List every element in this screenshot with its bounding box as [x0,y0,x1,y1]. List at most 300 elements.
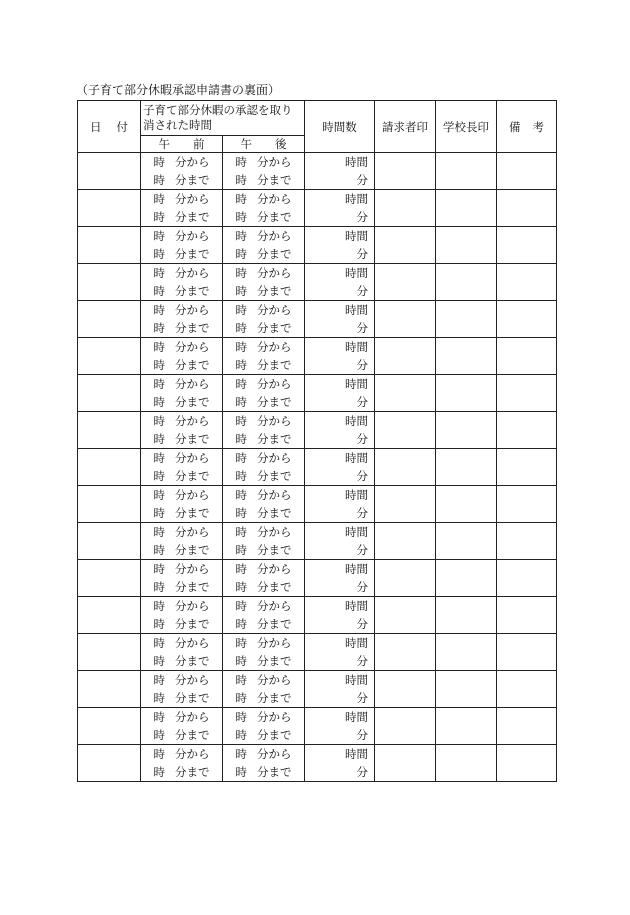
hours-line [305,634,368,652]
time-from-line [141,671,222,689]
hour-unit: 時 [153,506,165,520]
table-row [78,264,557,301]
time-from-line [141,560,222,578]
time-until-line [141,356,222,374]
pm-time-cell[interactable] [223,745,305,782]
remarks-cell[interactable] [497,338,557,375]
date-cell[interactable] [78,708,141,745]
hour-unit: 時 [153,303,165,317]
minutes-line [305,504,368,522]
am-time-cell[interactable] [141,227,223,264]
time-until-line [141,393,222,411]
table-row [78,745,557,782]
hour-unit: 時 [153,284,165,298]
header-am-label: 午 前 [158,137,205,151]
minutes-line [305,541,368,559]
date-cell[interactable] [78,449,141,486]
hour-unit: 時 [153,266,165,280]
time-from-line [223,634,304,652]
time-until-line [223,504,304,522]
time-from-line [223,412,304,430]
table-row [78,671,557,708]
applicant-seal-cell[interactable] [375,375,436,412]
time-until-line [141,541,222,559]
remarks-cell[interactable] [497,560,557,597]
remarks-cell[interactable] [497,190,557,227]
pm-time-cell[interactable] [223,338,305,375]
minute-unit: 分まで [175,284,210,298]
minute-unit: 分まで [257,765,292,779]
time-from-line [141,375,222,393]
pm-time-cell[interactable] [223,264,305,301]
principal-seal-cell[interactable] [436,634,497,671]
time-until-line [141,689,222,707]
time-until-line [141,504,222,522]
pm-time-cell[interactable] [223,671,305,708]
minute-unit: 分から [257,414,292,428]
minute-unit: 分まで [257,247,292,261]
minute-unit: 分まで [257,210,292,224]
time-from-line [223,597,304,615]
hours-unit: 時間 [345,303,368,317]
am-time-cell[interactable] [141,153,223,190]
minutes-unit: 分 [356,765,368,779]
date-cell[interactable] [78,745,141,782]
hour-unit: 時 [235,488,247,502]
hour-unit: 時 [153,543,165,557]
am-time-cell[interactable] [141,523,223,560]
principal-seal-cell[interactable] [436,486,497,523]
principal-seal-cell[interactable] [436,227,497,264]
date-cell[interactable] [78,338,141,375]
hour-unit: 時 [153,173,165,187]
minute-unit: 分から [175,414,210,428]
applicant-seal-cell[interactable] [375,227,436,264]
time-until-line [223,319,304,337]
time-from-line [223,190,304,208]
time-from-line [141,153,222,171]
hours-unit: 時間 [345,747,368,761]
remarks-cell[interactable] [497,486,557,523]
applicant-seal-cell[interactable] [375,708,436,745]
pm-time-cell[interactable] [223,449,305,486]
applicant-seal-cell[interactable] [375,301,436,338]
hours-cell[interactable] [305,708,375,745]
date-cell[interactable] [78,597,141,634]
date-cell[interactable] [78,560,141,597]
hours-unit: 時間 [345,340,368,354]
am-time-cell[interactable] [141,190,223,227]
principal-seal-cell[interactable] [436,449,497,486]
pm-time-cell[interactable] [223,597,305,634]
time-from-line [223,560,304,578]
date-cell[interactable] [78,375,141,412]
hours-cell[interactable] [305,523,375,560]
minute-unit: 分から [175,192,210,206]
pm-time-cell[interactable] [223,412,305,449]
time-until-line [223,652,304,670]
header-hours: 時間数 [305,101,375,153]
time-until-line [141,282,222,300]
time-until-line [141,245,222,263]
remarks-cell[interactable] [497,264,557,301]
remarks-cell[interactable] [497,745,557,782]
hour-unit: 時 [153,562,165,576]
minutes-unit: 分 [356,321,368,335]
minute-unit: 分から [257,266,292,280]
hours-line [305,523,368,541]
minute-unit: 分から [257,673,292,687]
hour-unit: 時 [235,377,247,391]
minute-unit: 分から [257,562,292,576]
date-cell[interactable] [78,412,141,449]
time-until-line [223,763,304,781]
hour-unit: 時 [235,562,247,576]
date-cell[interactable] [78,153,141,190]
hours-cell[interactable] [305,338,375,375]
hour-unit: 時 [153,636,165,650]
hour-unit: 時 [235,192,247,206]
pm-time-cell[interactable] [223,708,305,745]
minute-unit: 分まで [175,506,210,520]
page-title: （子育て部分休暇承認申請書の裏面） [76,83,281,97]
minutes-unit: 分 [356,432,368,446]
hour-unit: 時 [235,173,247,187]
am-time-cell[interactable] [141,264,223,301]
hour-unit: 時 [235,506,247,520]
time-until-line [223,282,304,300]
hour-unit: 時 [235,321,247,335]
minute-unit: 分から [175,229,210,243]
am-time-cell[interactable] [141,560,223,597]
minute-unit: 分から [175,303,210,317]
minute-unit: 分まで [257,395,292,409]
minute-unit: 分まで [257,580,292,594]
hour-unit: 時 [153,155,165,169]
hour-unit: 時 [153,210,165,224]
principal-seal-cell[interactable] [436,560,497,597]
minute-unit: 分から [257,340,292,354]
date-cell[interactable] [78,486,141,523]
time-until-line [141,615,222,633]
table-row [78,634,557,671]
applicant-seal-cell[interactable] [375,486,436,523]
hours-unit: 時間 [345,599,368,613]
hours-unit: 時間 [345,451,368,465]
remarks-cell[interactable] [497,597,557,634]
time-from-line [141,227,222,245]
pm-time-cell[interactable] [223,560,305,597]
pm-time-cell[interactable] [223,227,305,264]
table-row [78,597,557,634]
time-from-line [141,449,222,467]
minutes-line [305,282,368,300]
minute-unit: 分まで [257,543,292,557]
table-row [78,449,557,486]
minute-unit: 分まで [257,728,292,742]
hours-line [305,375,368,393]
date-cell[interactable] [78,634,141,671]
minutes-line [305,356,368,374]
time-from-line [223,264,304,282]
applicant-seal-cell[interactable] [375,523,436,560]
hour-unit: 時 [235,210,247,224]
minutes-line [305,578,368,596]
hour-unit: 時 [235,617,247,631]
time-until-line [141,652,222,670]
time-from-line [223,486,304,504]
applicant-seal-cell[interactable] [375,634,436,671]
hours-line [305,449,368,467]
minutes-unit: 分 [356,691,368,705]
hour-unit: 時 [153,728,165,742]
hour-unit: 時 [153,765,165,779]
remarks-cell[interactable] [497,375,557,412]
hours-cell[interactable] [305,634,375,671]
time-until-line [223,689,304,707]
hours-unit: 時間 [345,525,368,539]
am-time-cell[interactable] [141,486,223,523]
date-cell[interactable] [78,523,141,560]
hour-unit: 時 [153,414,165,428]
hours-cell[interactable] [305,412,375,449]
applicant-seal-cell[interactable] [375,597,436,634]
remarks-cell[interactable] [497,634,557,671]
am-time-cell[interactable] [141,449,223,486]
time-until-line [223,393,304,411]
hours-cell[interactable] [305,745,375,782]
hours-cell[interactable] [305,560,375,597]
minute-unit: 分まで [175,543,210,557]
date-cell[interactable] [78,671,141,708]
hours-cell[interactable] [305,597,375,634]
minutes-unit: 分 [356,617,368,631]
hours-line [305,264,368,282]
am-time-cell[interactable] [141,301,223,338]
pm-time-cell[interactable] [223,486,305,523]
date-cell[interactable] [78,264,141,301]
date-cell[interactable] [78,301,141,338]
principal-seal-cell[interactable] [436,523,497,560]
remarks-cell[interactable] [497,671,557,708]
minute-unit: 分から [175,525,210,539]
remarks-cell[interactable] [497,301,557,338]
hours-cell[interactable] [305,375,375,412]
minutes-line [305,319,368,337]
minutes-line [305,245,368,263]
minutes-line [305,467,368,485]
header-pm [223,136,305,153]
minute-unit: 分から [257,229,292,243]
hour-unit: 時 [235,414,247,428]
time-until-line [223,245,304,263]
hours-cell[interactable] [305,671,375,708]
minute-unit: 分から [257,192,292,206]
minutes-unit: 分 [356,580,368,594]
minute-unit: 分まで [175,765,210,779]
minute-unit: 分から [257,377,292,391]
minutes-line [305,615,368,633]
time-from-line [223,708,304,726]
table-row [78,190,557,227]
remarks-cell[interactable] [497,227,557,264]
applicant-seal-cell[interactable] [375,449,436,486]
remarks-cell[interactable] [497,523,557,560]
pm-time-cell[interactable] [223,190,305,227]
time-from-line [141,597,222,615]
principal-seal-cell[interactable] [436,301,497,338]
time-until-line [141,726,222,744]
minute-unit: 分から [257,710,292,724]
principal-seal-cell[interactable] [436,671,497,708]
minute-unit: 分まで [175,210,210,224]
time-until-line [223,208,304,226]
principal-seal-cell[interactable] [436,597,497,634]
hour-unit: 時 [153,229,165,243]
table-row [78,301,557,338]
time-until-line [141,430,222,448]
table-row [78,227,557,264]
hours-unit: 時間 [345,562,368,576]
minute-unit: 分から [175,451,210,465]
principal-seal-cell[interactable] [436,375,497,412]
header-cancelled-time: 子育て部分休暇の承認を取り消された時間 [141,101,305,136]
hours-cell[interactable] [305,264,375,301]
table-row [78,412,557,449]
time-from-line [141,745,222,763]
minute-unit: 分から [175,747,210,761]
minute-unit: 分まで [175,321,210,335]
minutes-unit: 分 [356,247,368,261]
pm-time-cell[interactable] [223,301,305,338]
hour-unit: 時 [235,543,247,557]
minute-unit: 分まで [257,358,292,372]
hour-unit: 時 [235,654,247,668]
minutes-line [305,208,368,226]
minute-unit: 分まで [175,654,210,668]
time-until-line [223,726,304,744]
applicant-seal-cell[interactable] [375,671,436,708]
minute-unit: 分から [257,155,292,169]
pm-time-cell[interactable] [223,375,305,412]
hours-line [305,486,368,504]
minute-unit: 分まで [257,617,292,631]
principal-seal-cell[interactable] [436,190,497,227]
minutes-unit: 分 [356,395,368,409]
principal-seal-cell[interactable] [436,338,497,375]
pm-time-cell[interactable] [223,153,305,190]
time-until-line [223,356,304,374]
applicant-seal-cell[interactable] [375,560,436,597]
cancellation-record-table [77,100,557,782]
hour-unit: 時 [235,710,247,724]
remarks-cell[interactable] [497,153,557,190]
applicant-seal-cell[interactable] [375,338,436,375]
am-time-cell[interactable] [141,745,223,782]
applicant-seal-cell[interactable] [375,412,436,449]
hours-cell[interactable] [305,227,375,264]
hours-line [305,412,368,430]
minute-unit: 分まで [257,284,292,298]
applicant-seal-cell[interactable] [375,190,436,227]
time-from-line [141,190,222,208]
minute-unit: 分まで [257,469,292,483]
am-time-cell[interactable] [141,671,223,708]
am-time-cell[interactable] [141,338,223,375]
minutes-line [305,726,368,744]
principal-seal-cell[interactable] [436,153,497,190]
hours-line [305,227,368,245]
minutes-line [305,689,368,707]
hour-unit: 時 [235,636,247,650]
remarks-cell[interactable] [497,412,557,449]
hours-line [305,190,368,208]
time-from-line [141,486,222,504]
minute-unit: 分から [175,488,210,502]
applicant-seal-cell[interactable] [375,153,436,190]
hours-line [305,708,368,726]
time-from-line [141,301,222,319]
remarks-cell[interactable] [497,449,557,486]
pm-time-cell[interactable] [223,634,305,671]
minute-unit: 分から [257,451,292,465]
hours-cell[interactable] [305,486,375,523]
hour-unit: 時 [235,340,247,354]
am-time-cell[interactable] [141,597,223,634]
hours-cell[interactable] [305,301,375,338]
minute-unit: 分から [175,266,210,280]
header-applicant-seal: 請求者印 [375,101,436,153]
remarks-cell[interactable] [497,708,557,745]
hours-unit: 時間 [345,414,368,428]
minute-unit: 分から [175,710,210,724]
date-cell[interactable] [78,227,141,264]
principal-seal-cell[interactable] [436,708,497,745]
hours-unit: 時間 [345,710,368,724]
header-am [141,136,223,153]
hours-cell[interactable] [305,153,375,190]
hours-cell[interactable] [305,190,375,227]
minutes-line [305,393,368,411]
am-time-cell[interactable] [141,375,223,412]
hours-unit: 時間 [345,155,368,169]
hour-unit: 時 [153,747,165,761]
date-cell[interactable] [78,190,141,227]
hours-cell[interactable] [305,449,375,486]
am-time-cell[interactable] [141,708,223,745]
pm-time-cell[interactable] [223,523,305,560]
hour-unit: 時 [235,599,247,613]
principal-seal-cell[interactable] [436,412,497,449]
minutes-line [305,763,368,781]
hour-unit: 時 [235,229,247,243]
principal-seal-cell[interactable] [436,264,497,301]
applicant-seal-cell[interactable] [375,264,436,301]
time-until-line [141,319,222,337]
time-from-line [223,153,304,171]
hours-line [305,597,368,615]
minute-unit: 分から [175,636,210,650]
header-pm-label: 午 後 [240,137,287,151]
am-time-cell[interactable] [141,412,223,449]
hour-unit: 時 [153,525,165,539]
time-from-line [223,671,304,689]
applicant-seal-cell[interactable] [375,745,436,782]
hour-unit: 時 [153,488,165,502]
am-time-cell[interactable] [141,634,223,671]
hours-line [305,338,368,356]
principal-seal-cell[interactable] [436,745,497,782]
